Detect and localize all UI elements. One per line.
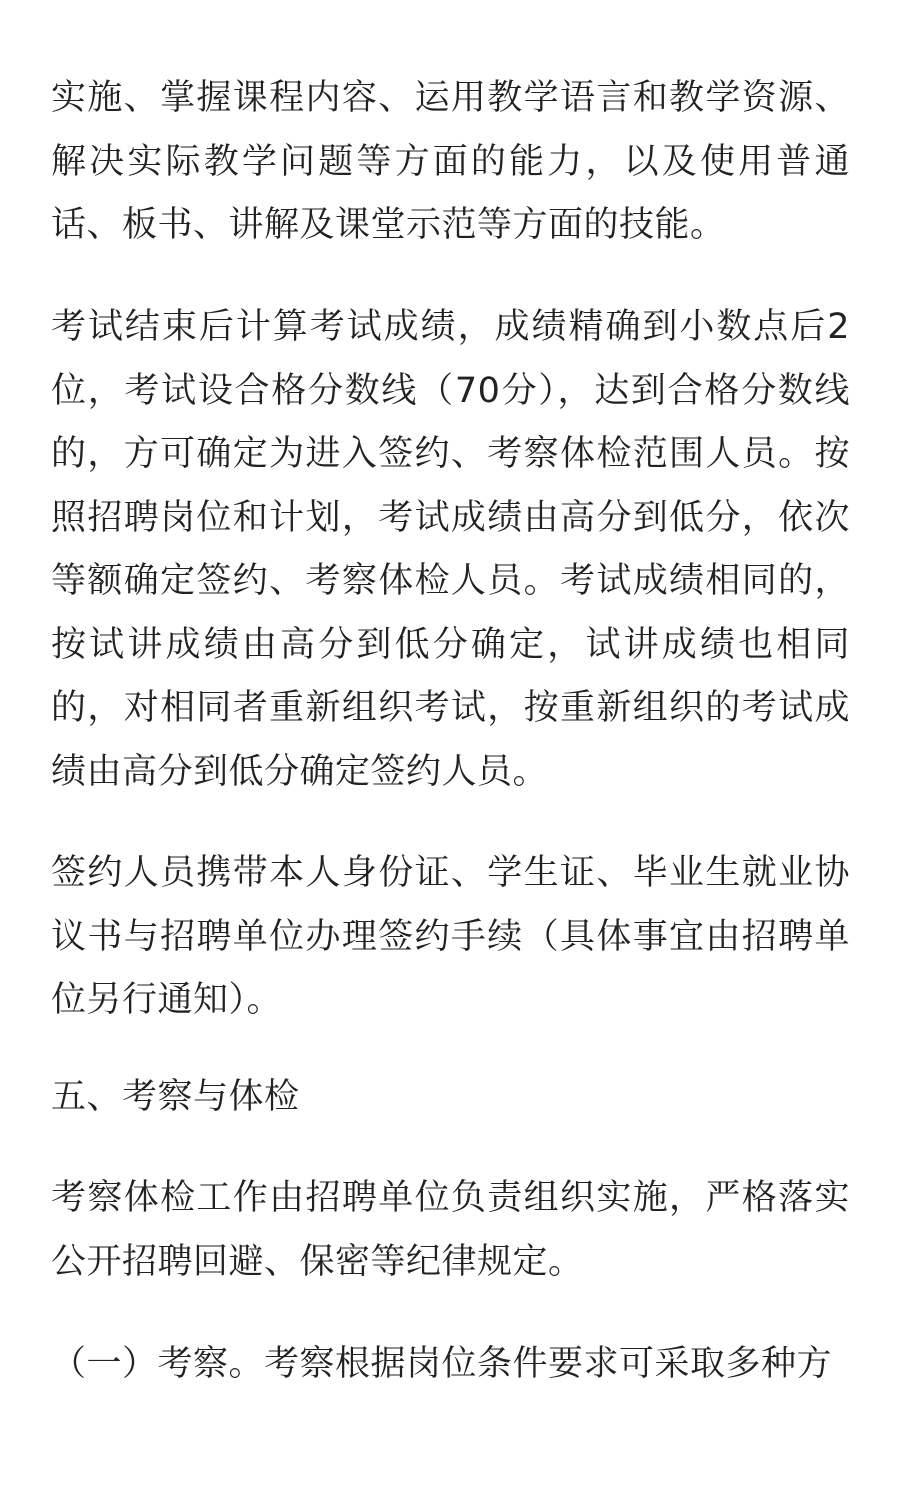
paragraph-exam-scoring: 考试结束后计算考试成绩，成绩精确到小数点后2位，考试设合格分数线（70分），达到合格分数线的，方可确定为进入签约、考察体检范围人员。按照招聘岗位和计划，考试成绩由高分到低分，依次等额确定签约、考察体检人员。考试成绩相同的，按试讲成绩由高分到低分确定，试讲成绩也相同的，对相同者重新组织考试，按重新组织的考试成绩由高分到低分确定签约人员。 <box>51 307 850 792</box>
paragraph-inspection-exam: 考察体检工作由招聘单位负责组织实施，严格落实公开招聘回避、保密等纪律规定。 <box>51 1178 850 1282</box>
paragraph-signing: 签约人员携带本人身份证、学生证、毕业生就业协议书与招聘单位办理签约手续（具体事宜由招聘单位另行通知）。 <box>51 853 850 1020</box>
paragraph-inspection-subsection: （一）考察。考察根据岗位条件要求可采取多种方 <box>51 1344 833 1384</box>
paragraph-teaching-ability: 实施、掌握课程内容、运用教学语言和教学资源、解决实际教学问题等方面的能力，以及使用普通话、板书、讲解及课堂示范等方面的技能。 <box>51 78 850 245</box>
section-heading: 五、考察与体检 <box>51 1077 300 1117</box>
